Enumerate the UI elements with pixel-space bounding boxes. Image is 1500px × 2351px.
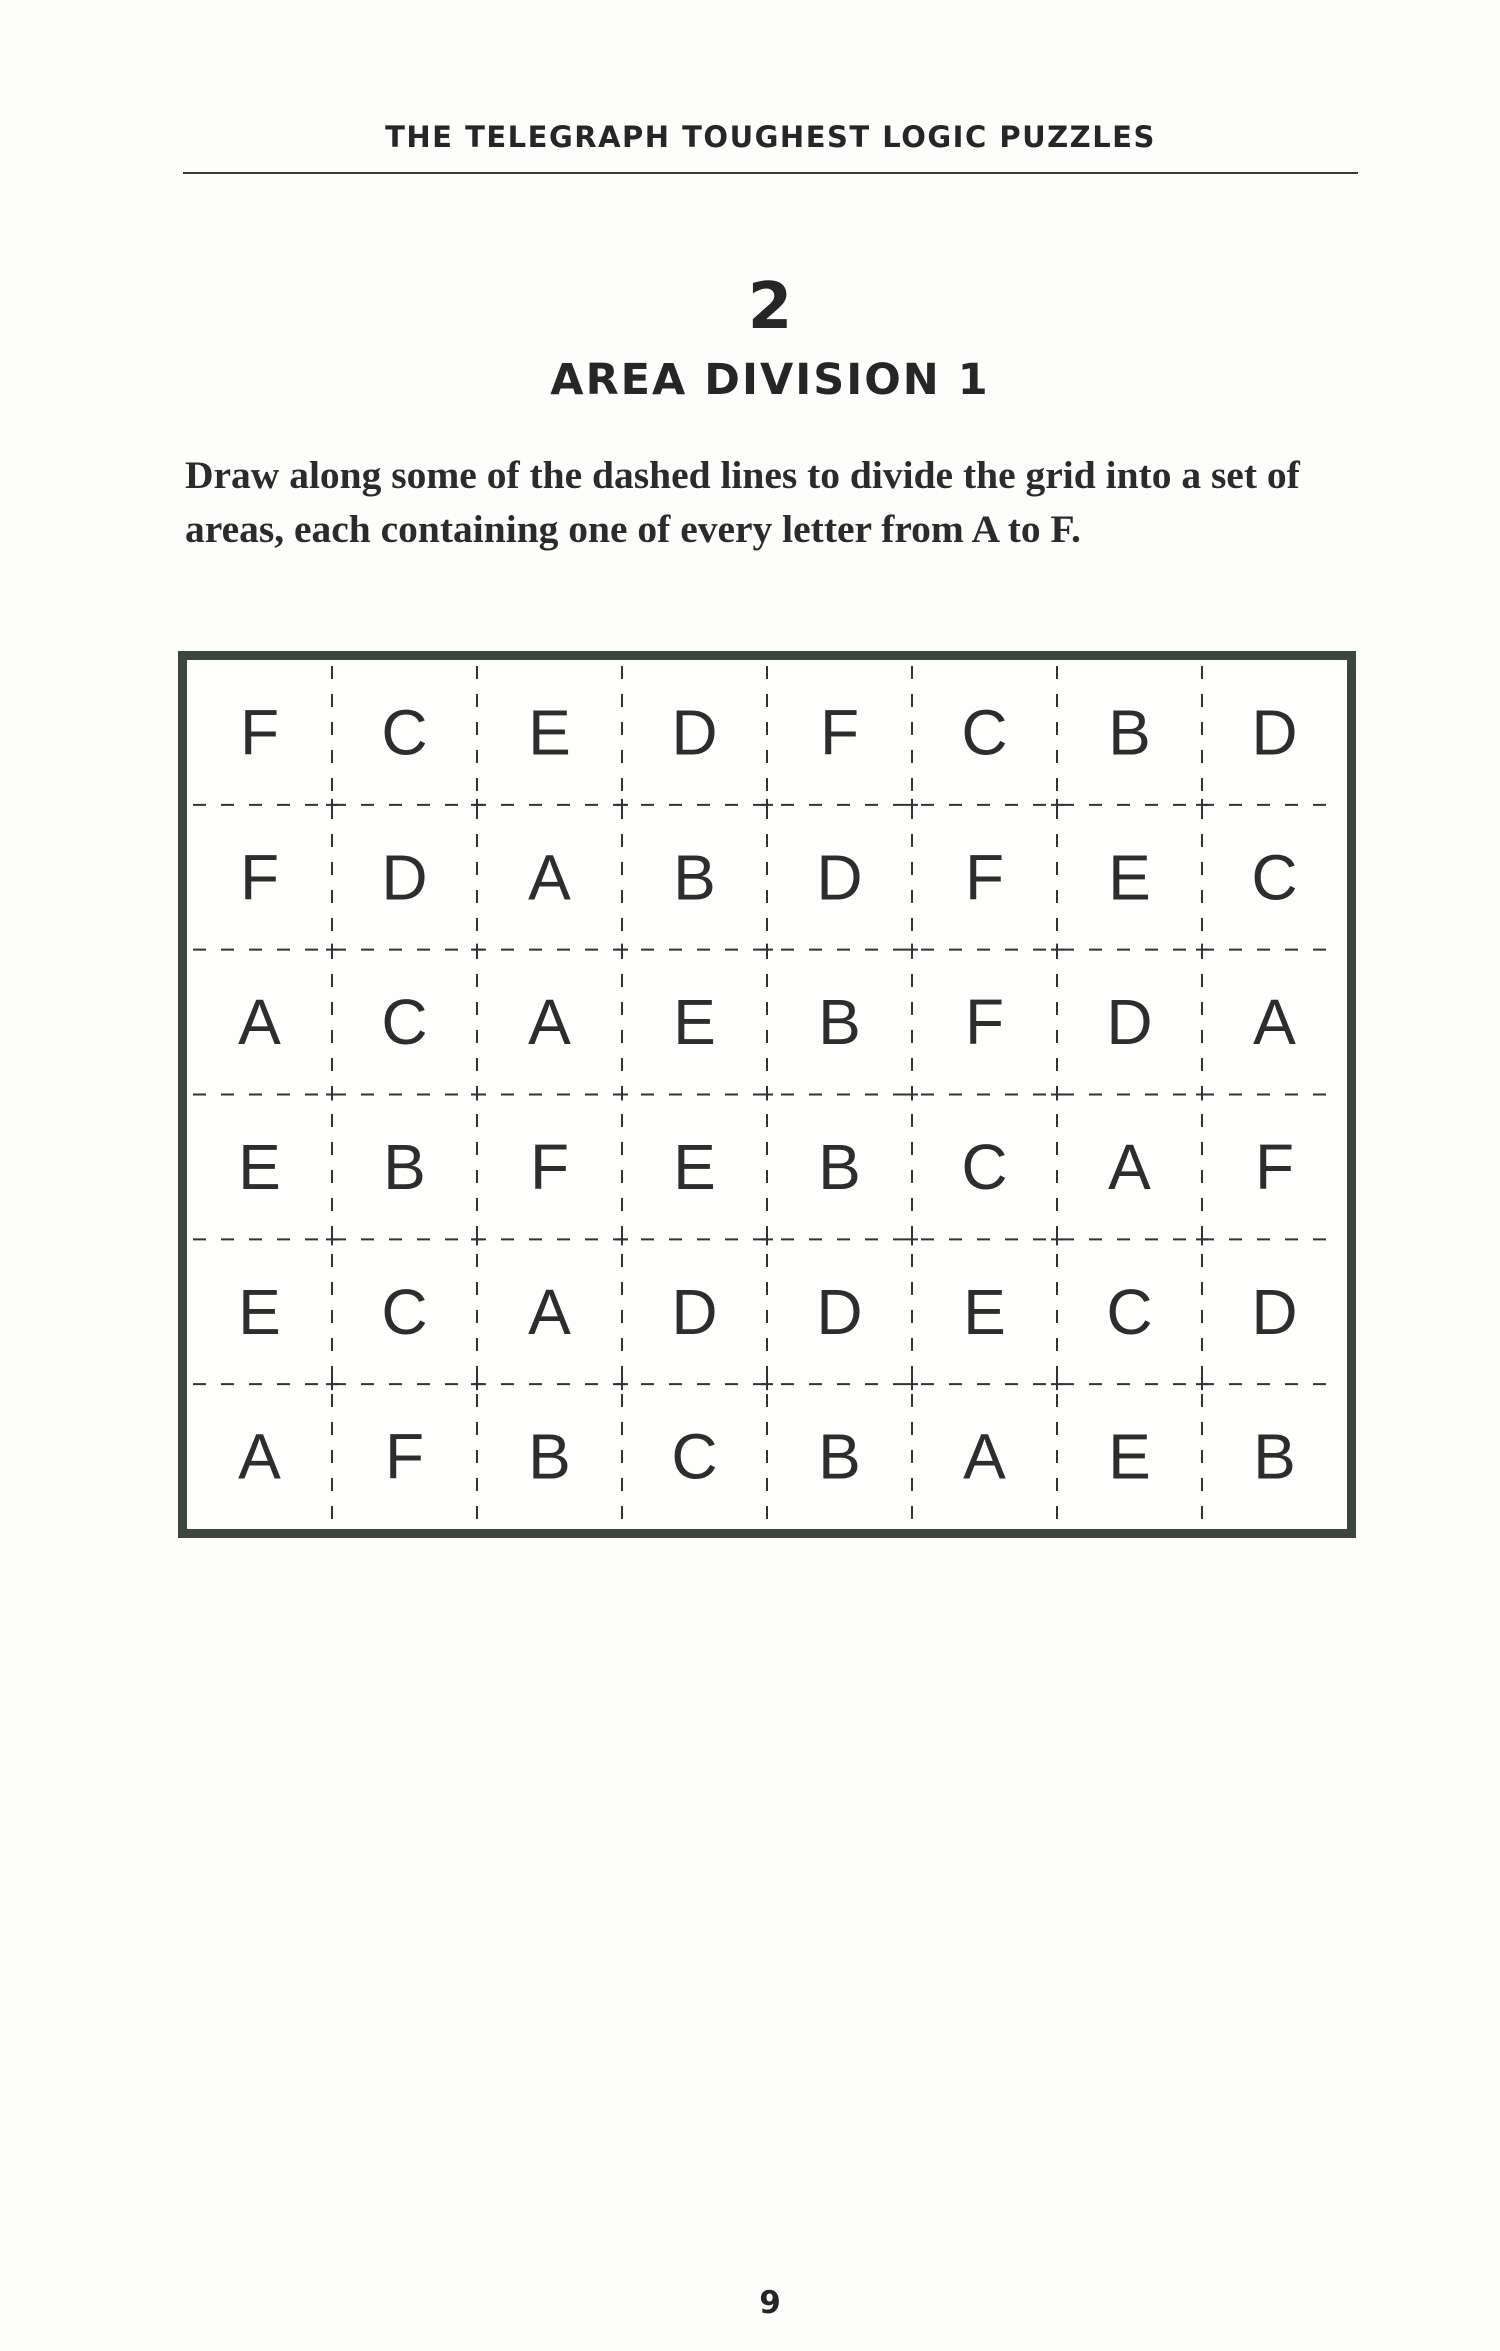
grid-cell-letter: A xyxy=(1108,1130,1151,1203)
grid-cell-letter: D xyxy=(671,696,718,769)
grid-cell-letter: E xyxy=(673,1130,716,1203)
grid-cell-letter: C xyxy=(381,1275,428,1348)
grid-cell-letter: B xyxy=(673,841,716,914)
grid-cell-letter: E xyxy=(238,1275,281,1348)
grid-intersection-mark xyxy=(616,799,628,811)
grid-cell-letter: D xyxy=(671,1275,718,1348)
grid-intersection-mark xyxy=(616,1378,628,1390)
grid-intersection-mark xyxy=(1051,799,1063,811)
grid-intersection-mark xyxy=(761,1378,773,1390)
grid-cell-letter: C xyxy=(961,696,1008,769)
grid-cell-letter: E xyxy=(1108,841,1151,914)
grid-intersection-mark xyxy=(471,1233,483,1245)
grid-cell-letter: F xyxy=(239,696,280,769)
grid-cell-letter: E xyxy=(673,986,716,1059)
grid-intersection-mark xyxy=(326,799,338,811)
grid-intersection-mark xyxy=(616,1089,628,1101)
puzzle-grid-canvas xyxy=(187,660,1347,1529)
grid-cell-letter: D xyxy=(816,841,863,914)
puzzle-instructions: Draw along some of the dashed lines to divide the grid into a set of areas, each containing one of every letter from A to F. xyxy=(185,453,1300,551)
grid-intersection-mark xyxy=(1051,1233,1063,1245)
grid-intersection-mark xyxy=(906,1089,918,1101)
grid-cell-letter: B xyxy=(818,1130,861,1203)
grid-intersection-mark xyxy=(1051,944,1063,956)
grid-intersection-mark xyxy=(326,1089,338,1101)
grid-intersection-mark xyxy=(471,799,483,811)
grid-intersection-mark xyxy=(761,1089,773,1101)
grid-intersection-mark xyxy=(1196,799,1208,811)
puzzle-grid xyxy=(178,651,1356,1538)
grid-cell-letter: C xyxy=(381,696,428,769)
grid-cell-letter: D xyxy=(381,841,428,914)
grid-intersection-mark xyxy=(906,944,918,956)
grid-cell-letter: B xyxy=(818,1420,861,1493)
grid-cell-letter: F xyxy=(529,1130,570,1203)
grid-intersection-mark xyxy=(1196,944,1208,956)
grid-cell-letter: F xyxy=(384,1420,425,1493)
grid-cell-letter: A xyxy=(238,1420,281,1493)
grid-intersection-mark xyxy=(326,1233,338,1245)
grid-intersection-mark xyxy=(761,1233,773,1245)
grid-cell-letter: A xyxy=(963,1420,1006,1493)
grid-intersection-mark xyxy=(1196,1378,1208,1390)
page-number: 9 xyxy=(759,2285,781,2321)
grid-cell-letter: A xyxy=(528,986,571,1059)
puzzle-title: AREA DIVISION 1 xyxy=(550,355,990,405)
grid-intersection-mark xyxy=(471,944,483,956)
grid-cell-letter: A xyxy=(528,1275,571,1348)
grid-cell-letter: D xyxy=(1251,1275,1298,1348)
grid-cell-letter: C xyxy=(961,1130,1008,1203)
grid-cell-letter: F xyxy=(239,841,280,914)
grid-intersection-mark xyxy=(761,799,773,811)
grid-cell-letter: A xyxy=(1253,986,1296,1059)
grid-intersection-mark xyxy=(326,1378,338,1390)
grid-cell-letter: C xyxy=(1106,1275,1153,1348)
grid-cell-letter: B xyxy=(1108,696,1151,769)
grid-cell-letter: D xyxy=(816,1275,863,1348)
grid-intersection-mark xyxy=(1196,1089,1208,1101)
grid-intersection-mark xyxy=(326,944,338,956)
grid-cell-letter: D xyxy=(1106,986,1153,1059)
grid-intersection-mark xyxy=(1196,1233,1208,1245)
grid-cell-letter: E xyxy=(238,1130,281,1203)
grid-cell-letter: F xyxy=(819,696,860,769)
grid-intersection-mark xyxy=(1051,1378,1063,1390)
grid-cell-letter: C xyxy=(381,986,428,1059)
grid-cell-letter: A xyxy=(238,986,281,1059)
grid-intersection-mark xyxy=(906,799,918,811)
grid-cell-letter: A xyxy=(528,841,571,914)
grid-cell-letter: E xyxy=(528,696,571,769)
grid-intersection-mark xyxy=(471,1378,483,1390)
grid-cell-letter: E xyxy=(1108,1420,1151,1493)
grid-cell-letter: F xyxy=(964,841,1005,914)
grid-cell-letter: B xyxy=(818,986,861,1059)
grid-intersection-mark xyxy=(616,1233,628,1245)
grid-cell-letter: B xyxy=(383,1130,426,1203)
grid-cell-letter: D xyxy=(1251,696,1298,769)
grid-intersection-mark xyxy=(906,1233,918,1245)
grid-cell-letter: C xyxy=(671,1420,718,1493)
grid-intersection-mark xyxy=(616,944,628,956)
grid-cell-letter: F xyxy=(964,986,1005,1059)
grid-intersection-mark xyxy=(1051,1089,1063,1101)
grid-intersection-mark xyxy=(761,944,773,956)
grid-intersection-mark xyxy=(906,1378,918,1390)
grid-intersection-mark xyxy=(471,1089,483,1101)
grid-cell-letter: E xyxy=(963,1275,1006,1348)
grid-cell-letter: B xyxy=(1253,1420,1296,1493)
header-rule xyxy=(183,172,1358,174)
grid-cell-letter: F xyxy=(1254,1130,1295,1203)
grid-cell-letter: C xyxy=(1251,841,1298,914)
puzzle-number: 2 xyxy=(747,270,793,344)
grid-cell-letter: B xyxy=(528,1420,571,1493)
running-header: THE TELEGRAPH TOUGHEST LOGIC PUZZLES xyxy=(385,120,1156,154)
